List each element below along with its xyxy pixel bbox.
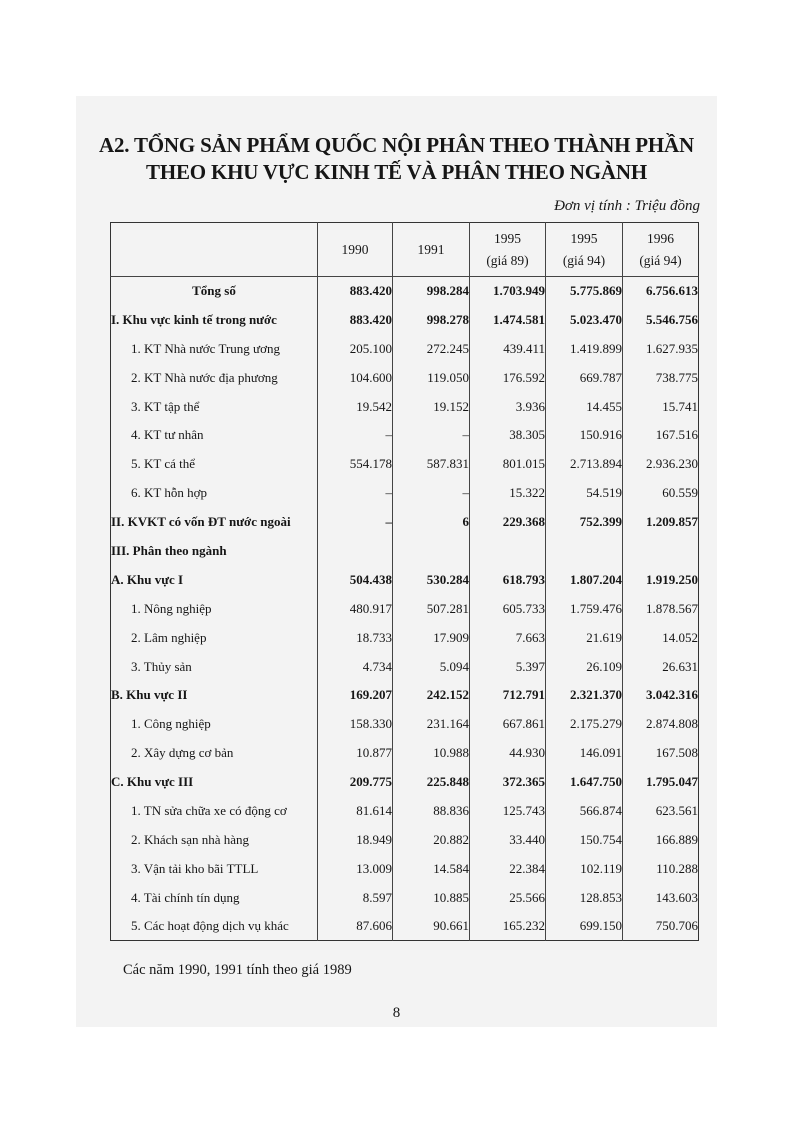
row-label: 3. KT tập thể bbox=[131, 398, 200, 414]
row-value: 1.919.250 bbox=[623, 565, 699, 594]
row-value: 88.836 bbox=[393, 797, 470, 826]
table-row bbox=[111, 277, 699, 306]
row-value: 554.178 bbox=[318, 450, 393, 479]
row-value: 2.713.894 bbox=[546, 450, 623, 479]
row-value: 1.807.204 bbox=[546, 565, 623, 594]
row-label: 4. Tài chính tín dụng bbox=[131, 889, 240, 905]
row-value bbox=[393, 537, 470, 566]
row-value: 229.368 bbox=[470, 508, 546, 537]
table-row bbox=[111, 739, 699, 768]
row-value: 1.878.567 bbox=[623, 594, 699, 623]
table-row bbox=[111, 623, 699, 652]
table-row bbox=[111, 450, 699, 479]
row-value: 38.305 bbox=[470, 421, 546, 450]
row-value: 712.791 bbox=[470, 681, 546, 710]
row-label: 1. Công nghiệp bbox=[131, 716, 211, 732]
row-label: A. Khu vực I bbox=[111, 571, 184, 587]
row-value: 8.597 bbox=[318, 883, 393, 912]
row-value: 14.584 bbox=[393, 854, 470, 883]
row-value: 146.091 bbox=[546, 739, 623, 768]
gdp-table bbox=[110, 222, 699, 941]
row-label: 1. Nông nghiệp bbox=[131, 600, 212, 616]
row-value: 372.365 bbox=[470, 768, 546, 797]
table-row bbox=[111, 854, 699, 883]
row-value: 605.733 bbox=[470, 594, 546, 623]
row-value: 4.734 bbox=[318, 652, 393, 681]
row-value: 883.420 bbox=[318, 305, 393, 334]
row-value: 169.207 bbox=[318, 681, 393, 710]
title-line-2: THEO KHU VỰC KINH TẾ VÀ PHÂN THEO NGÀNH bbox=[146, 160, 647, 184]
row-value: 19.542 bbox=[318, 392, 393, 421]
table-header-row bbox=[111, 223, 699, 277]
row-value: – bbox=[393, 479, 470, 508]
row-value: 1.209.857 bbox=[623, 508, 699, 537]
row-value: 102.119 bbox=[546, 854, 623, 883]
row-value: 5.094 bbox=[393, 652, 470, 681]
row-value bbox=[546, 537, 623, 566]
row-value: 90.661 bbox=[393, 912, 470, 941]
row-label: C. Khu vực III bbox=[111, 774, 194, 790]
row-value: 60.559 bbox=[623, 479, 699, 508]
row-label: 2. Xây dựng cơ bản bbox=[131, 745, 234, 761]
row-value: 439.411 bbox=[470, 334, 546, 363]
row-label: 1. KT Nhà nước Trung ương bbox=[131, 340, 280, 356]
row-label: 5. KT cá thể bbox=[131, 456, 196, 472]
row-value: 13.009 bbox=[318, 854, 393, 883]
row-value: 883.420 bbox=[318, 277, 393, 306]
row-value: 14.052 bbox=[623, 623, 699, 652]
row-label: 2. KT Nhà nước địa phương bbox=[131, 369, 278, 385]
row-value: 507.281 bbox=[393, 594, 470, 623]
row-value: 801.015 bbox=[470, 450, 546, 479]
table-row bbox=[111, 537, 699, 566]
row-value: 15.322 bbox=[470, 479, 546, 508]
row-value: – bbox=[318, 479, 393, 508]
row-value: 26.109 bbox=[546, 652, 623, 681]
row-value: 150.916 bbox=[546, 421, 623, 450]
table-body bbox=[111, 277, 699, 941]
row-value: 119.050 bbox=[393, 363, 470, 392]
row-value: 10.885 bbox=[393, 883, 470, 912]
row-value: 15.741 bbox=[623, 392, 699, 421]
table-row bbox=[111, 681, 699, 710]
table-row bbox=[111, 508, 699, 537]
row-value: 87.606 bbox=[318, 912, 393, 941]
table-row bbox=[111, 421, 699, 450]
row-value: 22.384 bbox=[470, 854, 546, 883]
row-value: 1.703.949 bbox=[470, 277, 546, 306]
row-value bbox=[470, 537, 546, 566]
row-value: 20.882 bbox=[393, 825, 470, 854]
row-value: 6 bbox=[393, 508, 470, 537]
row-label: 3. Vận tải kho bãi TTLL bbox=[131, 860, 259, 876]
row-value: 998.278 bbox=[393, 305, 470, 334]
table-row bbox=[111, 565, 699, 594]
page-number: 8 bbox=[392, 1005, 401, 1021]
row-value: 5.775.869 bbox=[546, 277, 623, 306]
table-row bbox=[111, 825, 699, 854]
row-value: 3.936 bbox=[470, 392, 546, 421]
row-value: 54.519 bbox=[546, 479, 623, 508]
row-value: 25.566 bbox=[470, 883, 546, 912]
row-value: 33.440 bbox=[470, 825, 546, 854]
row-value: 19.152 bbox=[393, 392, 470, 421]
row-label: 6. KT hỗn hợp bbox=[131, 485, 207, 501]
row-value: 5.546.756 bbox=[623, 305, 699, 334]
row-value: 44.930 bbox=[470, 739, 546, 768]
table-row bbox=[111, 710, 699, 739]
row-value: 272.245 bbox=[393, 334, 470, 363]
row-value: 18.733 bbox=[318, 623, 393, 652]
row-value: 225.848 bbox=[393, 768, 470, 797]
row-value: 125.743 bbox=[470, 797, 546, 826]
row-value: 5.397 bbox=[470, 652, 546, 681]
header-col-1991: 1991 bbox=[393, 223, 470, 277]
table-row bbox=[111, 479, 699, 508]
row-value: 21.619 bbox=[546, 623, 623, 652]
header-col-1995-89: 1995 (giá 89) bbox=[470, 223, 546, 277]
row-value: 1.474.581 bbox=[470, 305, 546, 334]
row-label: Tổng số bbox=[192, 283, 236, 299]
row-value: 81.614 bbox=[318, 797, 393, 826]
row-value: 166.889 bbox=[623, 825, 699, 854]
row-value: 738.775 bbox=[623, 363, 699, 392]
row-value: 110.288 bbox=[623, 854, 699, 883]
row-value: 623.561 bbox=[623, 797, 699, 826]
row-value: 504.438 bbox=[318, 565, 393, 594]
table-row bbox=[111, 912, 699, 941]
row-value: 1.419.899 bbox=[546, 334, 623, 363]
row-value: 669.787 bbox=[546, 363, 623, 392]
row-value: – bbox=[318, 508, 393, 537]
page-title bbox=[76, 132, 717, 186]
row-value: – bbox=[393, 421, 470, 450]
row-value: 104.600 bbox=[318, 363, 393, 392]
row-label: 4. KT tư nhân bbox=[131, 427, 204, 443]
row-label: 1. TN sửa chữa xe có động cơ bbox=[131, 802, 287, 818]
table-row bbox=[111, 652, 699, 681]
table-row bbox=[111, 363, 699, 392]
row-value: 10.877 bbox=[318, 739, 393, 768]
table-row bbox=[111, 797, 699, 826]
row-value: 150.754 bbox=[546, 825, 623, 854]
row-value: 158.330 bbox=[318, 710, 393, 739]
row-value: 1.627.935 bbox=[623, 334, 699, 363]
row-value: 176.592 bbox=[470, 363, 546, 392]
row-value: 18.949 bbox=[318, 825, 393, 854]
row-value: 10.988 bbox=[393, 739, 470, 768]
row-value: 750.706 bbox=[623, 912, 699, 941]
row-label: 2. Khách sạn nhà hàng bbox=[131, 831, 250, 847]
row-value bbox=[318, 537, 393, 566]
row-value: 7.663 bbox=[470, 623, 546, 652]
row-value: 752.399 bbox=[546, 508, 623, 537]
row-value: 242.152 bbox=[393, 681, 470, 710]
row-value: 167.508 bbox=[623, 739, 699, 768]
row-value: 3.042.316 bbox=[623, 681, 699, 710]
row-value: 2.874.808 bbox=[623, 710, 699, 739]
row-value: 14.455 bbox=[546, 392, 623, 421]
row-value: 6.756.613 bbox=[623, 277, 699, 306]
row-label: 3. Thủy sản bbox=[131, 658, 192, 674]
row-value: 1.759.476 bbox=[546, 594, 623, 623]
row-value: 699.150 bbox=[546, 912, 623, 941]
row-value: 1.795.047 bbox=[623, 768, 699, 797]
row-label: 2. Lâm nghiệp bbox=[131, 629, 207, 645]
row-value: 209.775 bbox=[318, 768, 393, 797]
header-col-1990: 1990 bbox=[318, 223, 393, 277]
row-label: I. Khu vực kinh tế trong nước bbox=[111, 311, 277, 327]
title-line-1: A2. TỔNG SẢN PHẨM QUỐC NỘI PHÂN THEO THÀNH PHẦN bbox=[99, 133, 694, 157]
row-value: 231.164 bbox=[393, 710, 470, 739]
row-value: 530.284 bbox=[393, 565, 470, 594]
row-value: 566.874 bbox=[546, 797, 623, 826]
row-value: 1.647.750 bbox=[546, 768, 623, 797]
table-row bbox=[111, 334, 699, 363]
row-value: 618.793 bbox=[470, 565, 546, 594]
table-row bbox=[111, 768, 699, 797]
row-value bbox=[623, 537, 699, 566]
row-value: 17.909 bbox=[393, 623, 470, 652]
row-value: 2.936.230 bbox=[623, 450, 699, 479]
table-row bbox=[111, 594, 699, 623]
row-value: 2.321.370 bbox=[546, 681, 623, 710]
row-value: 128.853 bbox=[546, 883, 623, 912]
row-label: III. Phân theo ngành bbox=[111, 542, 227, 558]
row-label: 5. Các hoạt động dịch vụ khác bbox=[131, 918, 289, 934]
row-value: 167.516 bbox=[623, 421, 699, 450]
row-value: 143.603 bbox=[623, 883, 699, 912]
table-row bbox=[111, 883, 699, 912]
header-blank-cell bbox=[111, 223, 318, 277]
row-value: 667.861 bbox=[470, 710, 546, 739]
footnote: Các năm 1990, 1991 tính theo giá 1989 bbox=[123, 962, 352, 978]
row-value: 165.232 bbox=[470, 912, 546, 941]
row-value: – bbox=[318, 421, 393, 450]
row-value: 5.023.470 bbox=[546, 305, 623, 334]
row-value: 587.831 bbox=[393, 450, 470, 479]
row-value: 998.284 bbox=[393, 277, 470, 306]
table-row bbox=[111, 392, 699, 421]
row-value: 2.175.279 bbox=[546, 710, 623, 739]
row-label: II. KVKT có vốn ĐT nước ngoài bbox=[111, 514, 291, 530]
table-row bbox=[111, 305, 699, 334]
header-col-1996-94: 1996 (giá 94) bbox=[623, 223, 699, 277]
row-value: 205.100 bbox=[318, 334, 393, 363]
row-value: 26.631 bbox=[623, 652, 699, 681]
header-col-1995-94: 1995 (giá 94) bbox=[546, 223, 623, 277]
row-value: 480.917 bbox=[318, 594, 393, 623]
unit-label: Đơn vị tính : Triệu đồng bbox=[554, 198, 700, 214]
row-label: B. Khu vực II bbox=[111, 687, 188, 703]
